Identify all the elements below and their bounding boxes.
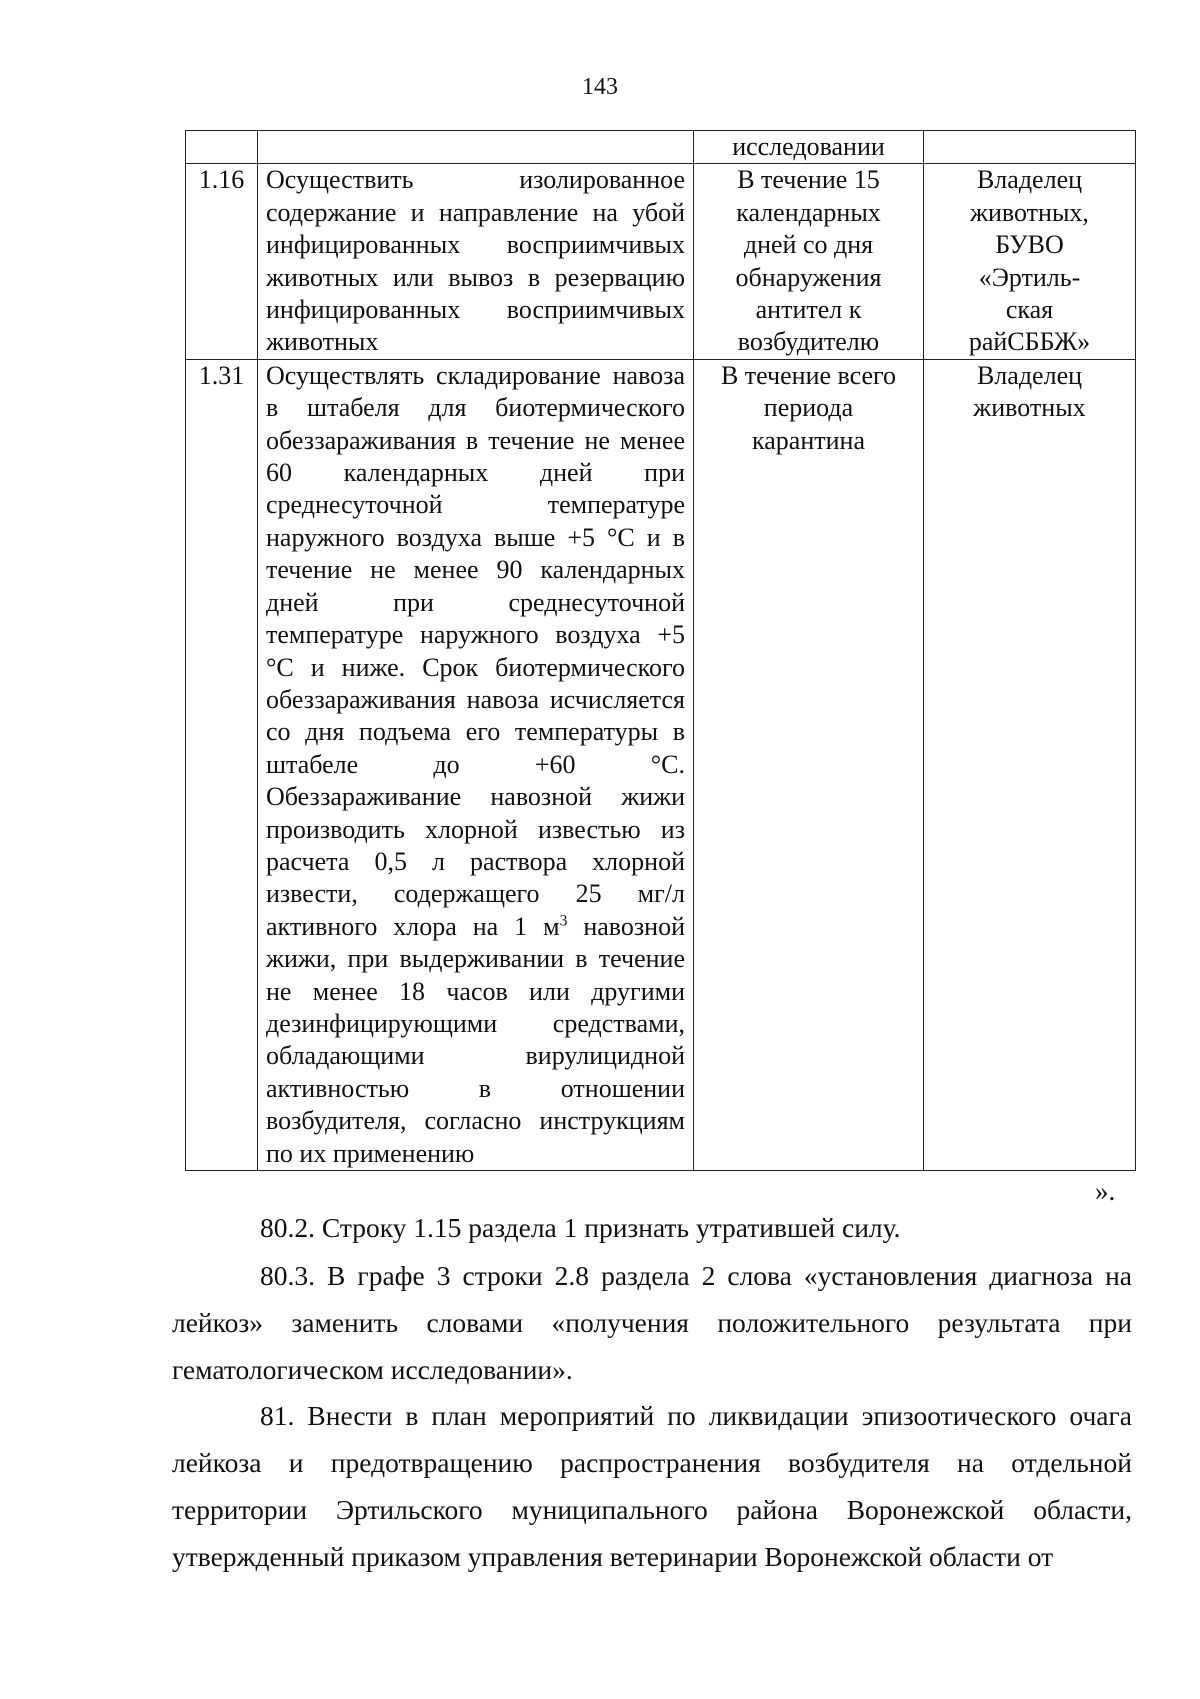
action-line: инфицированных восприимчивых [266,230,685,260]
term-line: периода [763,393,854,423]
action-line: не менее 18 часов или другими [266,976,685,1006]
action-line: извести, содержащего 25 мг/л [266,879,685,909]
action-line: жижи, при выдерживании в течение [266,944,685,974]
action-line: активностью в отношении [266,1073,685,1103]
row-number-cell: 1.31 [186,359,258,1170]
responsible-line: райСББЖ» [968,327,1091,357]
action-line: производить хлорной известью из [266,814,685,844]
action-cell [258,131,694,164]
action-line: животных [266,327,379,357]
action-line: животных или вывоз в резервацию [266,262,685,292]
term-line: антител к [755,295,862,325]
table-row [186,164,1136,359]
action-line: обеззараживания навоза исчисляется [266,684,685,714]
responsible-line: Владелец [976,165,1083,195]
action-line: по их применению [266,1138,475,1168]
responsible-line: животных [973,393,1086,423]
action-line: 60 календарных дней при [266,458,685,488]
term-line: дней со дня [743,230,874,260]
term-cell: исследовании [694,131,924,164]
row-number-cell: 1.16 [186,164,258,359]
page-number: 143 [582,74,618,100]
term-line: обнаружения [735,262,882,292]
responsible-cell [924,359,1136,1170]
table-row [186,359,1136,1170]
term-line: возбудителю [737,327,880,357]
action-line: наружного воздуха выше +5 °С и в [266,522,685,552]
responsible-cell [924,131,1136,164]
measures-table [185,130,1136,1171]
action-line: в штабеля для биотермического [266,393,685,423]
action-line-text: активного хлора на 1 м [266,911,560,941]
term-cell [694,359,924,1170]
action-cell [258,359,694,1170]
action-line [266,911,685,943]
action-line: температуре наружного воздуха +5 [266,620,685,650]
table-row [186,131,1136,164]
action-line: инфицированных восприимчивых [266,295,685,325]
responsible-line: животных, [970,197,1089,227]
action-line: со дня подъема его температуры в [266,717,685,747]
action-line: Осуществить изолированное [266,165,685,195]
paragraph-81: 81. Внести в план мероприятий по ликвидации эпизоотического очага лейкоза и предотвращению распространения возбудителя на отдельной территории Эртильского муниципального района Воронежской области, утвержденный приказом управления ветеринарии Воронежской области от [172,1400,1132,1572]
action-line: обладающими вирулицидной [266,1041,685,1071]
responsible-line: Владелец [976,360,1083,390]
action-line: дезинфицирующими средствами, [266,1008,685,1038]
cubic-superscript: 3 [559,912,568,930]
closing-quote: ». [1095,1176,1116,1206]
term-line: карантина [752,425,865,455]
action-line: штабеле до +60 °С. [266,749,685,779]
responsible-line: «Эртиль- [978,262,1081,292]
responsible-cell [924,164,1136,359]
term-line: В течение всего [720,360,897,390]
action-line: обеззараживания в течение не менее [266,425,685,455]
action-line: дней при среднесуточной [266,587,685,617]
term-line: календарных [736,197,881,227]
term-cell [694,164,924,359]
paragraph-80-3: 80.3. В графе 3 строки 2.8 раздела 2 слова «установления диагноза на лейкоз» заменить словами «получения положительного результата при гематологическом исследовании». [172,1260,1132,1385]
responsible-line: БУВО [995,230,1064,260]
row-number-cell [186,131,258,164]
action-line: °С и ниже. Срок биотермического [266,652,685,682]
action-cell [258,164,694,359]
action-line: среднесуточной температуре [266,490,685,520]
action-line-text: навозной [567,911,686,941]
action-line: течение не менее 90 календарных [266,555,685,585]
action-line: расчета 0,5 л раствора хлорной [266,846,685,876]
action-line: Обеззараживание навозной жижи [266,782,685,812]
action-line: возбудителя, согласно инструкциям [266,1106,685,1136]
paragraph-80-2: 80.2. Строку 1.15 раздела 1 признать утратившей силу. [260,1212,901,1243]
responsible-line: ская [1005,295,1054,325]
term-line: В течение 15 [737,165,880,195]
action-line: Осуществлять складирование навоза [266,360,685,390]
action-line: содержание и направление на убой [266,197,685,227]
